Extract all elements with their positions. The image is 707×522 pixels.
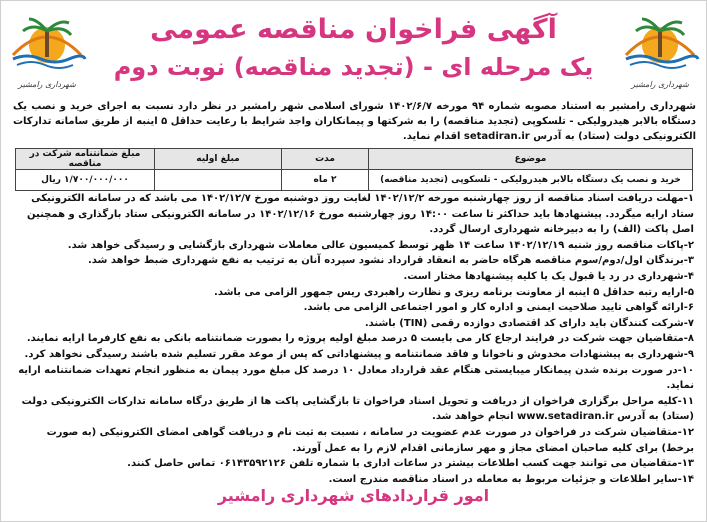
header-subject: موضوع xyxy=(369,149,693,170)
intro-paragraph xyxy=(13,99,696,144)
condition-item: ۸-متقاضیان جهت شرکت در فرایند ارجاع کار می بایست ۵ درصد مبلغ اولیه پروژه را بصورت ضمانتنامه بانکی به نفع کارفرما ارایه نمایند. xyxy=(26,333,694,345)
condition-item: ۴-شهرداری در رد یا قبول یک یا کلیه پیشنهادها مختار است. xyxy=(403,270,694,282)
intro-text: شهرداری رامشیر به استناد مصوبه شماره ۹۴ مورخه ۱۴۰۲/۶/۷ شورای اسلامی شهر رامشیر در نظر دارد نسبت به اجرای خرید و نصب یک دستگاه بالابر هیدرولیکی - تلسکوپی (تجدید مناقصه) را به شرکتها و پیمانکاران واجد شرایط با رعایت حداقل ۵ اینبه از طریق سامانه تدارکات الکترونیکی دولت (ستاد) به آدرس xyxy=(13,101,697,142)
condition-item: ۱۲-متقاضیان شرکت در فراخوان در صورت عدم عضویت در سامانه ، نسبت به ثبت نام و دریافت گواهی امضای الکترونیکی (به صورت برخط) برای کلیه صاحبان امضای مجاز و مهر سازمانی اقدام لازم را به عمل آورند. xyxy=(46,426,694,454)
condition-item: ۱۱-کلیه مراحل برگزاری فراخوان از دریافت و تحویل اسناد فراخوان تا بازگشایی پاکت ها از طریق درگاه سامانه تدارکات الکترونیکی دولت (ستاد) به آدرس www.setadiran.ir انجام خواهد شد. xyxy=(21,395,694,423)
condition-item: ۱۴-سایر اطلاعات و جزئیات مربوط به معامله در اسناد مناقصه مندرج است. xyxy=(328,473,694,485)
header-duration: مدت xyxy=(282,149,369,170)
header-guarantee: مبلغ ضمانتنامه شرکت در مناقصه xyxy=(16,149,155,170)
table-header-row xyxy=(16,149,693,170)
cell-initial-amount xyxy=(155,170,282,191)
condition-item: ۳-برندگان اول/دوم/سوم مناقصه هرگاه حاضر به انعقاد قرارداد نشود سپرده آنان به ترتیب به نفع شهرداری ضبط خواهد شد. xyxy=(87,255,694,267)
logo-caption: شهرداری رامشیر xyxy=(631,80,689,89)
condition-item: ۱۳-متقاضیان می توانند جهت کسب اطلاعات بیشتر در ساعات اداری با شماره تلفن ۰۶۱۴۳۵۹۲۱۲۶ تماس حاصل کنند. xyxy=(127,458,694,470)
footer-signature: امور قراردادهای شهرداری رامشیر xyxy=(217,486,490,505)
condition-item: ۲-پاکات مناقصه روز شنبه ۱۴۰۲/۱۲/۱۹ ساعت ۱۴ ظهر توسط کمیسیون عالی معاملات شهرداری بازگشایی و رسیدگی خواهد شد. xyxy=(67,239,694,251)
condition-item: ۷-شرکت کنندگان باید دارای کد اقتصادی دوازده رقمی (TIN) باشند. xyxy=(364,317,694,329)
notice-subtitle: یک مرحله ای - (تجدید مناقصه) نوبت دوم xyxy=(113,53,594,81)
logo-caption: شهرداری رامشیر xyxy=(18,80,76,89)
intro-url: setadiran.ir xyxy=(463,131,530,142)
cell-duration: ۲ ماه xyxy=(282,170,369,191)
intro-end: اقدام نماید. xyxy=(402,131,461,142)
palm-tree-sun-logo-icon xyxy=(620,9,700,79)
cell-subject: خرید و نصب یک دستگاه بالابر هیدرولیکی - تلسکوپی (تجدید مناقصه) xyxy=(369,170,693,191)
header-initial-amount: مبلغ اولیه xyxy=(155,149,282,170)
table-row xyxy=(16,170,693,191)
notice-title: آگهی فراخوان مناقصه عمومی xyxy=(150,14,557,45)
tender-table xyxy=(15,148,693,191)
condition-item: ۱-مهلت دریافت اسناد مناقصه از روز چهارشنبه مورخه ۱۴۰۲/۱۲/۲ لغایت روز دوشنبه مورخ ۱۴۰۲/۱۲/۷ می باشد که در سامانه الکترونیکی ستاد ارایه میگردد. پیشنهادها باید حداکثر تا ساعت ۱۴:۰۰ روز چهارشنبه مورخ ۱۴۰۲/۱۲/۱۶ در سامانه الکترونیکی ستاد بارگذاری و همچنین اصل پاکت (الف) را به دبیرخانه شهرداری ارسال گردد. xyxy=(27,193,694,236)
municipality-logo-left xyxy=(7,9,87,89)
condition-item: ۹-شهرداری به پیشنهادات مخدوش و ناخوانا و فاقد ضمانتنامه و پیشنهاداتی که پس از موعد مقرر تسلیم شده باشند رسیدگی نخواهد کرد. xyxy=(24,348,694,360)
cell-guarantee: ۱/۷۰۰/۰۰۰/۰۰۰ ریال xyxy=(16,170,155,191)
conditions-list xyxy=(11,191,694,487)
condition-item: ۶-ارائه گواهی تایید صلاحیت ایمنی و اداره کار و امور اجتماعی الزامی می باشد. xyxy=(303,302,694,314)
palm-tree-sun-logo-icon xyxy=(7,9,87,79)
municipality-logo-right xyxy=(620,9,700,89)
condition-item: ۵-ارایه رتبه حداقل ۵ اینبه از معاونت برنامه ریزی و نظارت راهبردی ریس جمهور الزامی می باشد. xyxy=(214,286,694,298)
condition-item: ۱۰-در صورت برنده شدن پیمانکار میبایستی هنگام عقد قرارداد معادل ۱۰ درصد کل مبلغ مورد پیمان به منظور انجام تعهدات ضمانتنامه ارایه نماید. xyxy=(18,364,694,392)
